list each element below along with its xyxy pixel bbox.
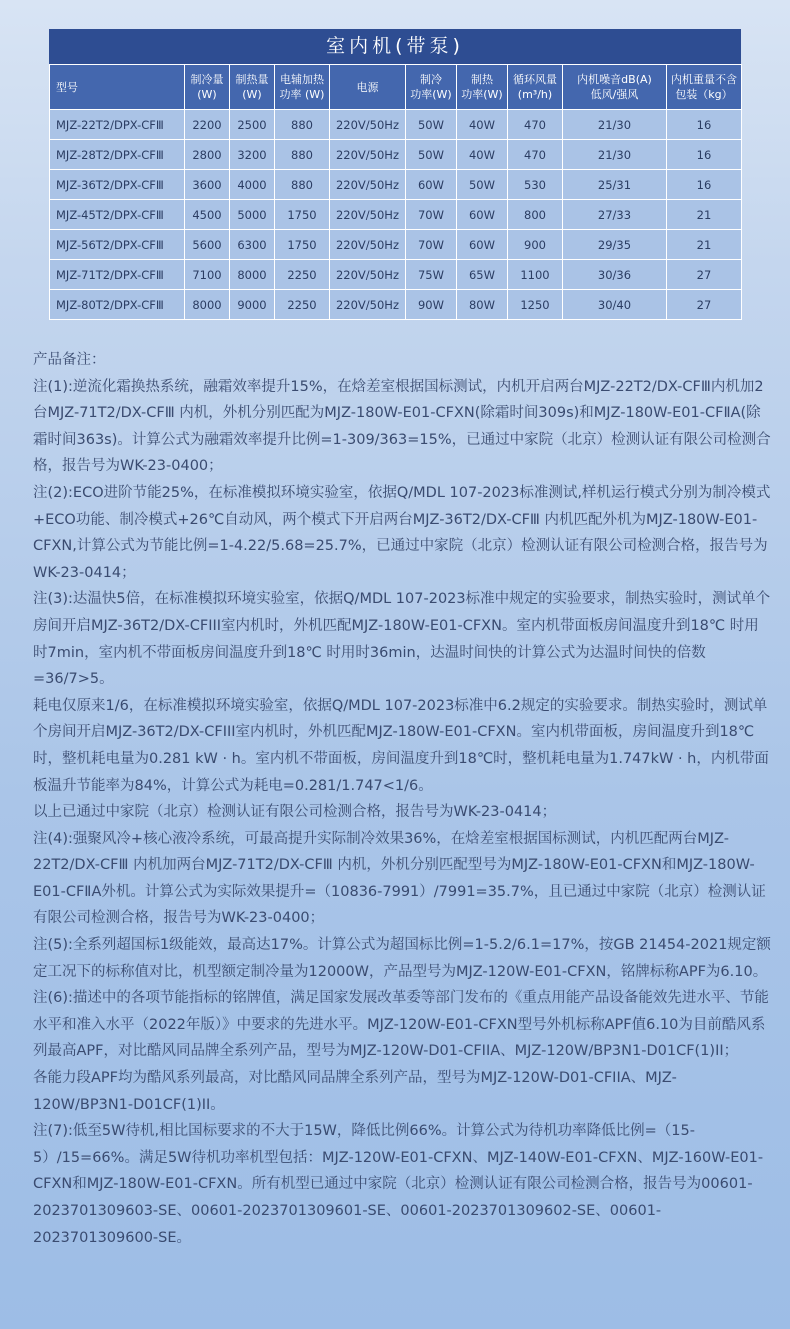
table-cell: 880 (275, 140, 330, 170)
model-cell: MJZ-28T2/DPX-CFⅢ (50, 140, 185, 170)
table-cell: 80W (457, 290, 508, 320)
table-cell: 30/36 (563, 260, 667, 290)
table-row (50, 200, 742, 230)
table-cell: 5600 (185, 230, 230, 260)
table-cell: 40W (457, 140, 508, 170)
table-cell: 1250 (508, 290, 563, 320)
table-cell: 2250 (275, 260, 330, 290)
header-cell: 型号 (50, 65, 185, 110)
header-cell: 电源 (330, 65, 406, 110)
table-cell: 70W (406, 200, 457, 230)
table-cell: 220V/50Hz (330, 200, 406, 230)
table-cell: 5000 (230, 200, 275, 230)
table-row (50, 170, 742, 200)
table-cell: 29/35 (563, 230, 667, 260)
table-cell: 50W (406, 110, 457, 140)
table-cell: 900 (508, 230, 563, 260)
table-cell: 27 (667, 260, 742, 290)
table-cell: 220V/50Hz (330, 170, 406, 200)
note-paragraph: 注(5):全系列超国标1级能效，最高达17%。计算公式为超国标比例=1-5.2/6.1=17%，按GB 21454-2021规定额定工况下的标称值对比，机型额定制冷量为12000W，产品型号为MJZ-120W-E01-CFXN，铭牌标称APF为6.10。 (33, 937, 771, 980)
table-cell: 880 (275, 110, 330, 140)
table-cell: 30/40 (563, 290, 667, 320)
note-paragraph: 注(4):强聚风冷+核心液冷系统，可最高提升实际制冷效果36%，在焓差室根据国标测试，内机匹配两台MJZ-22T2/DX-CFⅢ 内机加两台MJZ-71T2/DX-CFⅢ 内机，外机分别匹配型号为MJZ-180W-E01-CFXN和MJZ-180W-E01-CFⅡA外机。计算公式为实际效果提升=（10836-7991）/7991=35.7%，且已通过中家院（北京）检测认证有限公司检测合格，报告号为WK-23-0400； (33, 830, 766, 927)
header-cell: 制冷 功率(W) (406, 65, 457, 110)
table-row (50, 140, 742, 170)
model-cell: MJZ-36T2/DPX-CFⅢ (50, 170, 185, 200)
table-cell: 27 (667, 290, 742, 320)
table-cell: 470 (508, 140, 563, 170)
spec-table (49, 64, 742, 320)
table-cell: 65W (457, 260, 508, 290)
table-cell: 21 (667, 200, 742, 230)
header-cell: 制热量 (W) (230, 65, 275, 110)
header-cell: 制热 功率(W) (457, 65, 508, 110)
table-cell: 2250 (275, 290, 330, 320)
table-cell: 2500 (230, 110, 275, 140)
table-cell: 220V/50Hz (330, 110, 406, 140)
header-cell: 内机重量不含 包装（kg） (667, 65, 742, 110)
note-paragraph: 注(2):ECO进阶节能25%，在标准模拟环境实验室，依据Q/MDL 107-2023标准测试,样机运行模式分别为制冷模式+ECO功能、制冷模式+26℃自动风，两个模式下开启两台MJZ-36T2/DX-CFⅢ 内机匹配外机为MJZ-180W-E01-CFXN,计算公式为节能比例=1-4.22/5.68=25.7%，已通过中家院（北京）检测认证有限公司检测合格，报告号为WK-23-0414； (33, 484, 771, 581)
table-cell: 6300 (230, 230, 275, 260)
table-header-row (50, 65, 742, 110)
table-cell: 800 (508, 200, 563, 230)
table-cell: 16 (667, 140, 742, 170)
table-cell: 75W (406, 260, 457, 290)
header-cell: 内机噪音dB(A) 低风/强风 (563, 65, 667, 110)
note-paragraph: 注(3):达温快5倍，在标准模拟环境实验室，依据Q/MDL 107-2023标准中规定的实验要求，制热实验时，测试单个房间开启MJZ-36T2/DX-CFIII室内机时，外机匹配MJZ-180W-E01-CFXN。室内机带面板房间温度升到18℃ 时用时7min，室内机不带面板房间温度升到18℃ 时用时36min，达温时间快的计算公式为达温时间快的倍数=36/7>5。 (33, 591, 771, 688)
table-cell: 8000 (185, 290, 230, 320)
header-cell: 制冷量 (W) (185, 65, 230, 110)
table-cell: 50W (457, 170, 508, 200)
table-cell: 50W (406, 140, 457, 170)
table-cell: 21 (667, 230, 742, 260)
table-cell: 220V/50Hz (330, 140, 406, 170)
note-paragraph: 以上已通过中家院（北京）检测认证有限公司检测合格，报告号为WK-23-0414； (33, 804, 557, 821)
model-cell: MJZ-45T2/DPX-CFⅢ (50, 200, 185, 230)
table-cell: 880 (275, 170, 330, 200)
table-cell: 4500 (185, 200, 230, 230)
table-cell: 7100 (185, 260, 230, 290)
table-cell: 90W (406, 290, 457, 320)
table-cell: 21/30 (563, 140, 667, 170)
model-cell: MJZ-71T2/DPX-CFⅢ (50, 260, 185, 290)
table-cell: 60W (457, 230, 508, 260)
table-cell: 16 (667, 110, 742, 140)
product-notes (33, 347, 773, 1251)
table-cell: 25/31 (563, 170, 667, 200)
table-cell: 4000 (230, 170, 275, 200)
table-cell: 530 (508, 170, 563, 200)
table-body (50, 110, 742, 320)
table-cell: 220V/50Hz (330, 230, 406, 260)
table-row (50, 260, 742, 290)
table-cell: 470 (508, 110, 563, 140)
notes-heading: 产品备注： (33, 352, 106, 368)
model-cell: MJZ-22T2/DPX-CFⅢ (50, 110, 185, 140)
table-cell: 70W (406, 230, 457, 260)
table-cell: 2800 (185, 140, 230, 170)
table-cell: 1100 (508, 260, 563, 290)
table-cell: 27/33 (563, 200, 667, 230)
header-cell: 循环风量 (m³/h) (508, 65, 563, 110)
table-row (50, 290, 742, 320)
note-paragraph: 注(6):描述中的各项节能指标的铭牌值，满足国家发展改革委等部门发布的《重点用能产品设备能效先进水平、节能水平和准入水平（2022年版）》中要求的先进水平。MJZ-120W-E01-CFXN型号外机标称APF值6.10为目前酷风系列最高APF，对比酷风同品牌全系列产品，型号为MJZ-120W-D01-CFIIA、MJZ-120W/BP3N1-D01CF(1)II； (33, 990, 769, 1060)
table-cell: 1750 (275, 200, 330, 230)
table-cell: 3600 (185, 170, 230, 200)
table-cell: 60W (406, 170, 457, 200)
table-cell: 220V/50Hz (330, 260, 406, 290)
spec-table-container (49, 29, 741, 320)
note-paragraph: 耗电仅原来1/6，在标准模拟环境实验室，依据Q/MDL 107-2023标准中6.2规定的实验要求。制热实验时，测试单个房间开启MJZ-36T2/DX-CFIII室内机时，外机匹配MJZ-180W-E01-CFXN。室内机带面板，房间温度升到18℃ 时，整机耗电量为0.281 kW · h。室内机不带面板，房间温度升到18℃时，整机耗电量为1.747kW · h，内机带面板温升节能率为84%，计算公式为耗电=0.281/1.747<1/6。 (33, 697, 769, 794)
table-row (50, 110, 742, 140)
header-cell: 电辅加热 功率 (W) (275, 65, 330, 110)
note-paragraph: 各能力段APF均为酷风系列最高，对比酷风同品牌全系列产品，型号为MJZ-120W-D01-CFIIA、MJZ-120W/BP3N1-D01CF(1)II。 (33, 1070, 677, 1113)
table-cell: 21/30 (563, 110, 667, 140)
table-cell: 9000 (230, 290, 275, 320)
table-cell: 3200 (230, 140, 275, 170)
table-cell: 60W (457, 200, 508, 230)
table-cell: 1750 (275, 230, 330, 260)
table-cell: 40W (457, 110, 508, 140)
table-cell: 16 (667, 170, 742, 200)
model-cell: MJZ-56T2/DPX-CFⅢ (50, 230, 185, 260)
table-title: 室内机(带泵) (49, 29, 741, 64)
table-cell: 8000 (230, 260, 275, 290)
table-cell: 220V/50Hz (330, 290, 406, 320)
note-paragraph: 注(1):逆流化霜换热系统，融霜效率提升15%，在焓差室根据国标测试，内机开启两台MJZ-22T2/DX-CFⅢ内机加2台MJZ-71T2/DX-CFⅢ 内机，外机分别匹配为MJZ-180W-E01-CFXN(除霜时间309s)和MJZ-180W-E01-CFⅡA(除霜时间363s)。计算公式为融霜效率提升比例=1-309/363=15%，已通过中家院（北京）检测认证有限公司检测合格，报告号为WK-23-0400； (33, 378, 771, 475)
table-cell: 2200 (185, 110, 230, 140)
model-cell: MJZ-80T2/DPX-CFⅢ (50, 290, 185, 320)
note-paragraph: 注(7):低至5W待机,相比国标要求的不大于15W，降低比例66%。计算公式为待机功率降低比例=（15-5）/15=66%。满足5W待机功率机型包括：MJZ-120W-E01-CFXN、MJZ-140W-E01-CFXN、MJZ-160W-E01-CFXN和MJZ-180W-E01-CFXN。所有机型已通过中家院（北京）检测认证有限公司检测合格，报告号为00601-2023701309603-SE、00601-2023701309601-SE、00601-2023701309602-SE、00601-2023701309600-SE。 (33, 1123, 764, 1246)
table-row (50, 230, 742, 260)
